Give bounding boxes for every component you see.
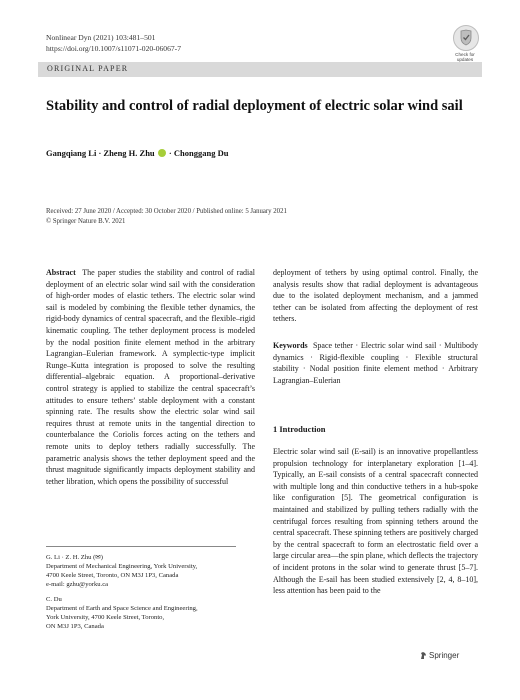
introduction-paragraph [273, 446, 478, 597]
received-accepted-published: Received: 27 June 2020 / Accepted: 30 October 2020 / Published online: 5 January 2021 [46, 208, 287, 215]
section-label-bar [38, 62, 482, 77]
section-heading-introduction: 1 Introduction [273, 424, 326, 434]
affiliations [46, 546, 255, 637]
journal-doi-link[interactable]: https://doi.org/10.1007/s11071-020-06067-7 [46, 43, 182, 53]
copyright-line: © Springer Nature B.V. 2021 [46, 217, 126, 225]
affiliation-dept: Department of Mechanical Engineering, York University, [46, 563, 198, 570]
section-label: ORIGINAL PAPER [47, 64, 129, 73]
abstract-paragraph [46, 267, 255, 487]
badge-line-2: updates [456, 57, 474, 62]
introduction-text: Electric solar wind sail (E-sail) is an innovative propellantless propulsion technology for interplanetary exploration [1–4]. Typically, an E-sail consists of a central spacecraft connected with multiple long and thin conductive tethers in a hub-spoke like configuration [5]. The geometrical configuration is maintained and stabilized by pulling tethers radially with the centrifugal forces resulting from spinning tethers around the central spacecraft. These spinning tethers are positively charged by the central spacecraft to form an electrostatic field over a large circular area—the spin plane, which deflects the trajectory of incident protons in the solar wind to generate thrust [5–7]. Although the E-sail has been studied extensively [2, 4, 8–10], less attention has been paid to the [273, 447, 478, 596]
abstract-continued-text: deployment of tethers by using optimal control. Finally, the analysis results show that radial deployment is advantageous due to the isolated deployment mechanism, and a jammed tether can be isolated from affecting the deployment of rest tethers. [273, 268, 478, 324]
keywords-block [273, 340, 478, 386]
author-name[interactable]: Gangqiang Li [46, 148, 97, 158]
affiliation-author: C. Du [46, 596, 62, 603]
keywords-label: Keywords [273, 341, 308, 350]
affiliation-address: 4700 Keele Street, Toronto, ON M3J 1P3, Canada [46, 572, 179, 579]
author-name[interactable]: Zheng H. Zhu [103, 148, 155, 158]
keywords-text: Space tether · Electric solar wind sail · Multibody dynamics · Rigid-flexible coupling · Flexible structural stability · Nodal position finite element method · Arbitrary Lagrangian–Eulerian [273, 341, 479, 385]
author-separator: · [166, 148, 174, 158]
publisher-name: Springer [429, 651, 460, 660]
affiliation-dept: Department of Earth and Space Science and Engineering, [46, 605, 198, 612]
abstract-label: Abstract [46, 268, 76, 277]
abstract-text: The paper studies the stability and control of radial deployment of an electric solar wind sail with the consideration of high-order modes of elastic tethers. The electric solar wind sail is modeled by combining the flexible tether dynamics, the rigid-body dynamics of central spacecraft, and the flexible–rigid kinematic coupling. The tether deployment process is modeled by the nodal position finite element method in the arbitrary Lagrangian–Eulerian framework. A symplectic-type implicit Runge–Kutta integration is proposed to solve the resulting differential–algebraic equation. A proportional–derivative control strategy is applied to stabilize the central spacecraft’s attitudes to ensure tethers’ stable deployment with a constant spinning rate. The results show the electric solar wind sail requires thrust at remote units in the tangential direction to counterbalance the Coriolis forces acting on the tethers and remote units to deploy tethers radially successfully. The parametric analysis shows the tether deployment speed and the thrust magnitude significantly impacts deployment stability and tether libration, which opens the possibility of successful [46, 268, 256, 486]
affiliation-authors: G. Li · Z. H. Zhu (✉) [46, 554, 103, 561]
abstract-continued [273, 267, 478, 325]
journal-header [46, 33, 181, 54]
footnote-rule [46, 546, 236, 547]
paper-title: Stability and control of radial deployment of electric solar wind sail [46, 98, 463, 114]
author-separator: · [96, 148, 104, 158]
check-for-updates-badge[interactable] [450, 25, 480, 63]
author-name[interactable]: Chonggang Du [173, 148, 229, 158]
corresponding-email[interactable]: e-mail: gzhu@yorku.ca [46, 581, 109, 588]
publisher-logo [420, 651, 459, 660]
check-for-updates-icon [453, 25, 479, 51]
publication-dates [46, 207, 287, 226]
affiliation-university: York University, 4700 Keele Street, Toronto, [46, 614, 165, 621]
orcid-icon[interactable] [158, 149, 166, 157]
badge-line-1: Check for [455, 52, 475, 57]
journal-citation: Nonlinear Dyn (2021) 103:481–501 [46, 33, 156, 42]
author-list [46, 148, 228, 158]
affiliation-address: ON M3J 1P3, Canada [46, 623, 104, 630]
springer-horse-icon [420, 651, 427, 660]
